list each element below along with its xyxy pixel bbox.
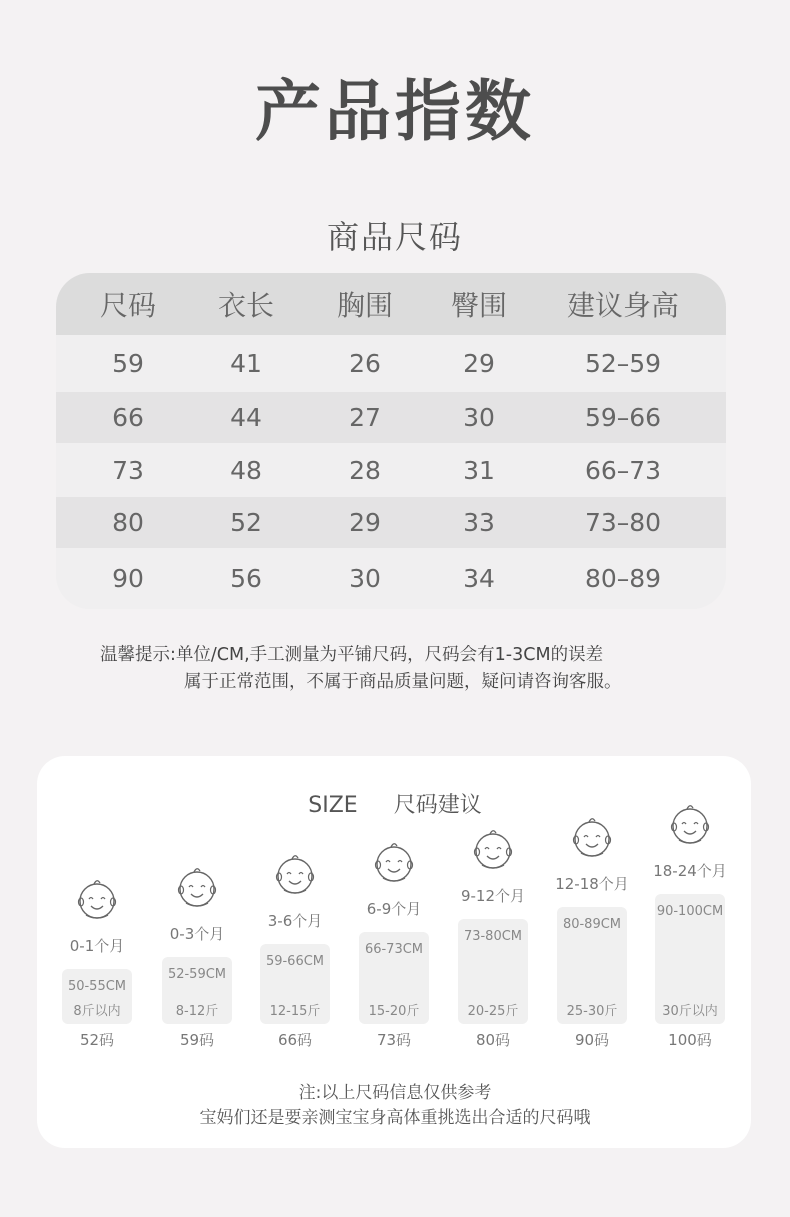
size-age: 18-24个月: [653, 862, 727, 880]
note-line-1: 温馨提示:单位/CM,手工测量为平铺尺码，尺码会有1-3CM的误差: [100, 645, 604, 665]
cell-size: 90: [112, 564, 144, 593]
size-age: 9-12个月: [460, 887, 526, 905]
cell-chest: 28: [349, 455, 381, 485]
size-age: 0-1个月: [69, 937, 125, 955]
baby-face-icon: [275, 852, 315, 896]
baby-face-icon: [473, 827, 513, 871]
size-height-range: 52-59CM: [167, 966, 227, 982]
baby-face-icon: [177, 865, 217, 909]
cell-chest: 27: [349, 403, 381, 432]
size-weight-range: 12-15斤: [269, 1004, 321, 1019]
size-height-range: 73-80CM: [463, 929, 523, 944]
cell-chest: 26: [349, 349, 381, 378]
size-code: 52码: [79, 1031, 115, 1049]
footnote-1: 注:以上尺码信息仅供参考: [298, 1083, 492, 1103]
size-weight-range: 30斤以内: [662, 1004, 718, 1019]
cell-length: 48: [230, 455, 262, 485]
table-row: [56, 335, 726, 392]
cell-hip: 34: [463, 564, 495, 593]
cell-height: 73–80: [584, 508, 662, 537]
size-code: 80码: [475, 1031, 511, 1049]
size-weight-range: 8-12斤: [175, 1004, 219, 1019]
size-height-range: 66-73CM: [364, 941, 424, 957]
size-code: 100码: [668, 1031, 712, 1049]
size-weight-range: 15-20斤: [368, 1004, 420, 1019]
size-age: 0-3个月: [169, 924, 225, 943]
header-length: 衣长: [217, 289, 274, 322]
page-title: 产品指数: [255, 73, 535, 150]
size-weight-range: 20-25斤: [467, 1004, 519, 1019]
baby-face-icon: [572, 815, 612, 859]
table-row: [56, 443, 726, 497]
cell-height: 52–59: [584, 349, 662, 378]
header-chest: 胸围: [336, 289, 393, 322]
size-weight-range: 8斤以内: [73, 1004, 121, 1019]
cell-length: 56: [230, 564, 262, 593]
header-size: 尺码: [99, 289, 156, 322]
size-age: 3-6个月: [267, 912, 323, 930]
cell-length: 44: [230, 403, 262, 432]
table-row: [56, 548, 726, 609]
cell-length: 41: [230, 349, 262, 378]
size-code: 90码: [574, 1031, 610, 1049]
cell-height: 80–89: [584, 564, 662, 593]
table-row: [56, 392, 726, 443]
size-heading-en: SIZE: [308, 793, 358, 818]
size-height-range: 80-89CM: [562, 916, 622, 932]
size-code: 73码: [376, 1031, 412, 1049]
cell-size: 73: [112, 455, 144, 485]
table-header: [56, 273, 726, 335]
cell-chest: 30: [349, 564, 381, 593]
size-age: 6-9个月: [366, 899, 422, 918]
header-hip: 臀围: [450, 289, 507, 322]
cell-hip: 29: [463, 349, 495, 378]
cell-hip: 33: [463, 508, 495, 537]
size-table: [56, 273, 726, 609]
size-height-range: 90-100CM: [656, 904, 724, 919]
size-weight-range: 25-30斤: [566, 1004, 618, 1019]
cell-size: 66: [112, 403, 144, 432]
size-height-range: 50-55CM: [67, 979, 127, 994]
size-code: 59码: [179, 1031, 215, 1049]
note-line-2: 属于正常范围，不属于商品质量问题，疑问请咨询客服。: [184, 672, 622, 692]
baby-face-icon: [670, 802, 710, 846]
cell-chest: 29: [349, 508, 381, 537]
size-age: 12-18个月: [555, 874, 629, 893]
cell-size: 80: [112, 508, 144, 537]
cell-hip: 30: [463, 403, 495, 432]
size-height-range: 59-66CM: [265, 954, 325, 969]
size-code: 66码: [277, 1031, 313, 1049]
cell-height: 66–73: [584, 455, 662, 485]
section-title: 商品尺码: [326, 218, 463, 256]
header-height: 建议身高: [566, 289, 679, 322]
cell-height: 59–66: [584, 403, 662, 432]
cell-length: 52: [230, 508, 262, 537]
footnote-2: 宝妈们还是要亲测宝宝身高体重挑选出合适的尺码哦: [199, 1108, 591, 1128]
table-row: [56, 497, 726, 548]
cell-hip: 31: [463, 455, 495, 485]
size-heading-cn: 尺码建议: [393, 793, 482, 818]
baby-face-icon: [77, 877, 117, 921]
baby-face-icon: [374, 840, 414, 884]
cell-size: 59: [112, 349, 144, 378]
